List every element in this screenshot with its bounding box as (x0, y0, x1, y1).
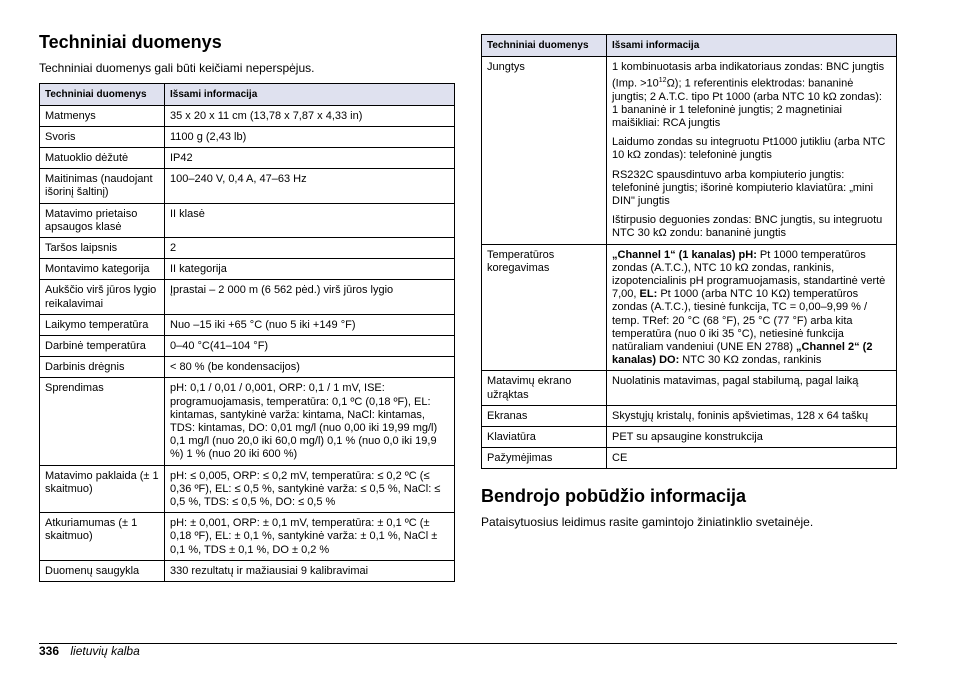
table-row (40, 126, 455, 147)
table-row (40, 169, 455, 203)
table-row (40, 513, 455, 561)
row-value: Nuo –15 iki +65 °C (nuo 5 iki +149 °F) (165, 314, 455, 335)
row-label: Laikymo temperatūra (40, 314, 165, 335)
table-row (40, 560, 455, 581)
connectors-para-1: 1 kombinuotasis arba indikatoriaus zondas: BNC jungtis (Imp. $>10^{12}\Omega$); 1 referentinis elektrodas: bananinė jungtis; 2 A.T.C. tipo Pt 1000 (arba NTC 10 kΩ zondas): 1 bananinė ir 1 telefoninė jungtis; 2 magnetiniai maišikliai: RCA jungtis (612, 60, 885, 129)
row-label: Temperatūros koregavimas (482, 244, 607, 371)
row-value: 0–40 °C(41–104 °F) (165, 335, 455, 356)
row-value: II kategorija (165, 259, 455, 280)
row-value: pH: ± 0,001, ORP: ± 0,1 mV, temperatūra: ± 0,1 ºC (± 0,18 ºF), EL: ± 0,1 %, santykinė varža: ± 0,1 %, NaCl ± 0,1 %, TDS ± 0,1 %, DO ± 0,2 % (165, 513, 455, 561)
table-row (40, 280, 455, 314)
page-number: 336 (39, 644, 60, 658)
section-title-technical-data: Techniniai duomenys (39, 32, 222, 52)
row-value: 100–240 V, 0,4 A, 47–63 Hz (165, 169, 455, 203)
row-value: II klasė (165, 203, 455, 237)
row-value: PET su apsaugine konstrukcija (607, 427, 897, 448)
table-row (40, 357, 455, 378)
row-value: pH: 0,1 / 0,01 / 0,001, ORP: 0,1 / 1 mV, ISE: programuojamasis, temperatūra: 0,1 ºC (0,18 ºF), EL: kintamas, santykinė varža: kintama, NaCl: kintamas, TDS: kintamas, DO: 0,01 mg/l (nuo 0,00 iki 19,99 mg/l) 0,1 mg/l (nuo 20,0 iki 60,0 mg/l) 0,1 % (nuo 0,0 iki 19,9 %) 1 % (nuo 20 iki 600 %) (165, 378, 455, 465)
row-value: CE (607, 448, 897, 469)
row-value: pH: ≤ 0,005, ORP: ≤ 0,2 mV, temperatūra: ≤ 0,2 ºC (≤ 0,36 ºF), EL: ≤ 0,5 %, santykinė varža: ≤ 0,5 %, NaCl: ≤ 0,5 %, TDS: ≤ 0,5 %, DO: ≤ 0,5 % (165, 465, 455, 513)
table-row (40, 105, 455, 126)
row-label: Atkuriamumas (± 1 skaitmuo) (40, 513, 165, 561)
table-row (40, 314, 455, 335)
row-label: Sprendimas (40, 378, 165, 465)
row-label: Matavimo prietaiso apsaugos klasė (40, 203, 165, 237)
row-label: Matavimų ekrano užrąktas (482, 371, 607, 405)
table-row (482, 56, 897, 244)
table-row (40, 203, 455, 237)
row-value: 2 (165, 237, 455, 258)
connectors-para-2: Laidumo zondas su integruotu Pt1000 jutikliu (arba NTC 10 kΩ zondas): telefoninė jungtis (612, 136, 886, 162)
row-value: 35 x 20 x 11 cm (13,78 x 7,87 x 4,33 in) (165, 105, 455, 126)
row-value: Nuolatinis matavimas, pagal stabilumą, pagal laiką (607, 371, 897, 405)
row-label: Duomenų saugykla (40, 560, 165, 581)
row-label: Ekranas (482, 405, 607, 426)
row-value: 1100 g (2,43 lb) (165, 126, 455, 147)
row-value: „Channel 1“ (1 kanalas) pH: Pt 1000 temperatūros zondas (A.T.C.), NTC 10 kΩ zondas, rankinis, izopotencialinis pH programuojamasis, standartinė vertė 7,00, EL: Pt 1000 (arba NTC 10 KΩ) temperatūros zondas (A.T.C.), tiesinė funkcija, TC = 0,00–9,99 % / temp. TRef: 20 °C (68 °F), 25 °C (77 °F) arba kita temperatūra (nuo 0 iki 35 °C), netiesinė funkcija natūraliam vandeniui (UNE EN 2788) „Channel 2“ (2 kanalas) DO: NTC 30 KΩ zondas, rankinis (607, 244, 897, 371)
row-value: Įprastai – 2 000 m (6 562 pėd.) virš jūros lygio (165, 280, 455, 314)
row-label: Matuoklio dėžutė (40, 147, 165, 168)
connectors-para-3: RS232C spausdintuvo arba kompiuterio jungtis: telefoninė jungtis; išorinė kompiuterio klaviatūra: „mini DIN" jungtis (612, 168, 874, 207)
table-header-row (40, 84, 455, 106)
table-row (40, 378, 455, 465)
technical-data-table-left (39, 83, 455, 582)
row-label: Montavimo kategorija (40, 259, 165, 280)
header-cell: Techniniai duomenys (482, 35, 607, 57)
header-cell: Techniniai duomenys (40, 84, 165, 106)
header-cell: Išsami informacija (165, 84, 455, 106)
row-label: Svoris (40, 126, 165, 147)
table-row (40, 147, 455, 168)
connectors-para-4: Ištirpusio deguonies zondas: BNC jungtis, su integruotu NTC 30 kΩ zondu: bananinė jungtis (612, 214, 883, 240)
row-label: Darbinis drėgnis (40, 357, 165, 378)
table-row (40, 335, 455, 356)
table-row (482, 371, 897, 405)
table-row (482, 427, 897, 448)
row-label: Darbinė temperatūra (40, 335, 165, 356)
page-footer (39, 644, 140, 658)
table-row (40, 259, 455, 280)
row-value: Skystųjų kristalų, foninis apšvietimas, 128 x 64 taškų (607, 405, 897, 426)
footer-language: lietuvių kalba (70, 644, 140, 658)
row-value: IP42 (165, 147, 455, 168)
table-row (482, 244, 897, 371)
row-value (607, 56, 897, 244)
table-row (482, 405, 897, 426)
row-value: 330 rezultatų ir mažiausiai 9 kalibravimai (165, 560, 455, 581)
table-header-row (482, 35, 897, 57)
footer-divider (39, 643, 897, 644)
technical-data-table-right (481, 34, 897, 469)
section-title-general-info: Bendrojo pobūdžio informacija (481, 486, 746, 506)
general-info-text: Pataisytuosius leidimus rasite gamintojo žiniatinklio svetainėje. (481, 515, 814, 529)
row-label: Jungtys (482, 56, 607, 244)
row-value: < 80 % (be kondensacijos) (165, 357, 455, 378)
table-row (40, 237, 455, 258)
row-label: Pažymėjimas (482, 448, 607, 469)
header-cell: Išsami informacija (607, 35, 897, 57)
row-label: Taršos laipsnis (40, 237, 165, 258)
table-row (40, 465, 455, 513)
row-label: Matavimo paklaida (± 1 skaitmuo) (40, 465, 165, 513)
row-label: Maitinimas (naudojant išorinį šaltinį) (40, 169, 165, 203)
row-label: Aukščio virš jūros lygio reikalavimai (40, 280, 165, 314)
row-label: Klaviatūra (482, 427, 607, 448)
row-label: Matmenys (40, 105, 165, 126)
table-row (482, 448, 897, 469)
intro-text: Techniniai duomenys gali būti keičiami neperspėjus. (39, 61, 315, 75)
